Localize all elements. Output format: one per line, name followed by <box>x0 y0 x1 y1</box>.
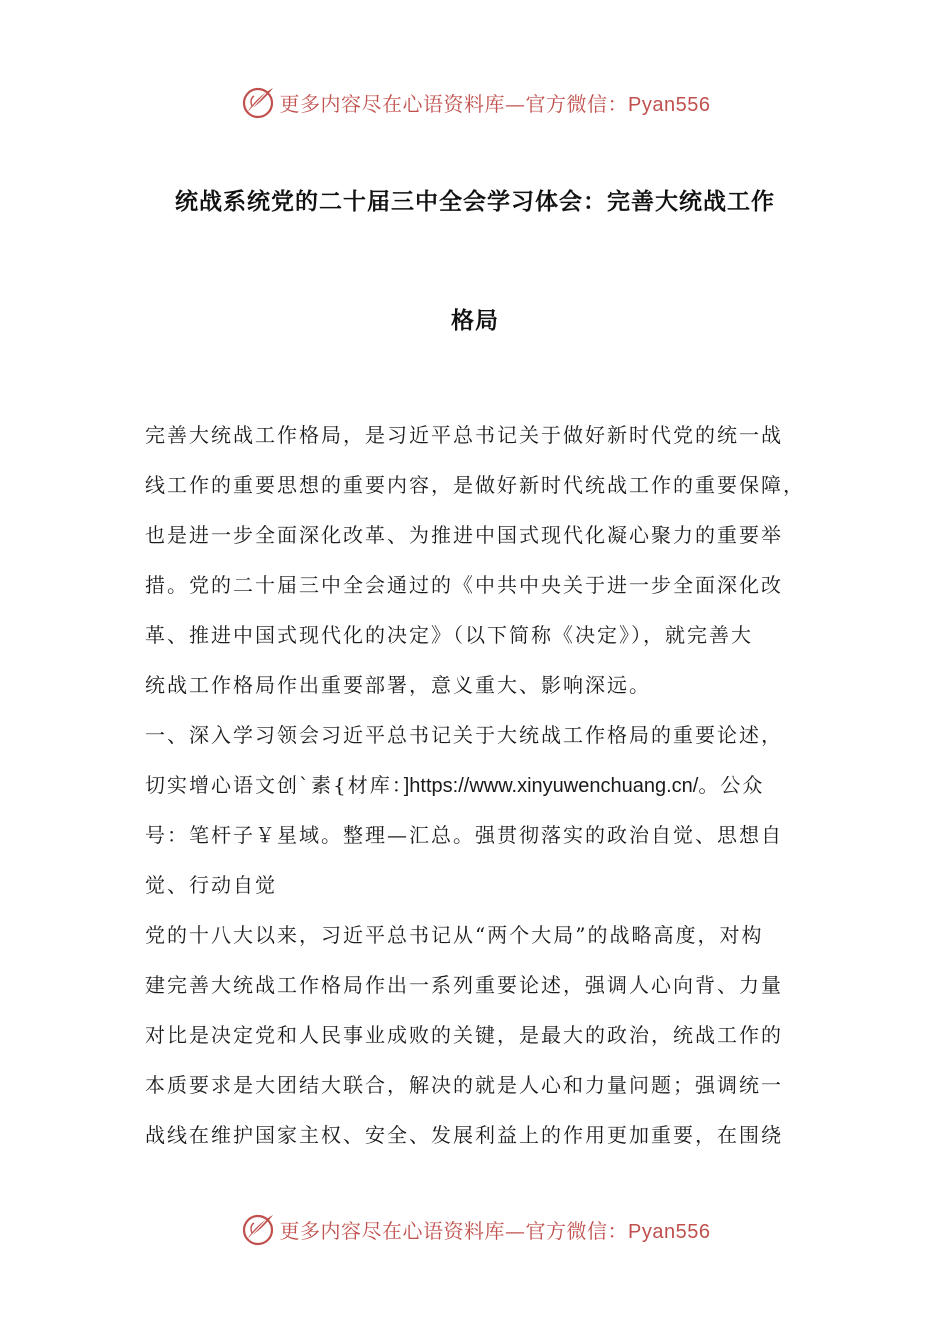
body-line: 战线在维护国家主权、安全、发展利益上的作用更加重要，在围绕 <box>145 1123 783 1147</box>
body-line: 统战工作格局作出重要部署，意义重大、影响深远。 <box>145 673 651 697</box>
body-line: 本质要求是大团结大联合，解决的就是人心和力量问题；强调统一 <box>145 1073 783 1097</box>
document-body <box>145 410 810 1160</box>
url-suffix: 。公众 <box>698 773 765 797</box>
document-title-line-1: 统战系统党的二十届三中全会学习体会：完善大统战工作 <box>175 189 775 215</box>
banner-wechat-id: Pyan556 <box>628 93 711 116</box>
body-line: 革、推进中国式现代化的决定》（以下简称《决定》），就完善大 <box>145 623 753 647</box>
banner-text <box>280 88 711 117</box>
body-line: 也是进一步全面深化改革、为推进中国式现代化凝心聚力的重要举 <box>145 523 783 547</box>
banner-label: 更多内容尽在心语资料库—官方微信： <box>279 91 629 116</box>
body-line-with-url <box>145 760 810 810</box>
footer-banner <box>0 1209 950 1249</box>
body-line: 党的十八大以来，习近平总书记从“两个大局”的战略高度，对构 <box>145 923 764 947</box>
document-title-line-2: 格局 <box>451 308 499 334</box>
header-banner <box>0 82 950 122</box>
feather-pen-logo-icon <box>240 84 276 120</box>
banner-label: 更多内容尽在心语资料库—官方微信： <box>279 1218 629 1243</box>
body-line: 号：笔杆子￥星域。整理—汇总。强贯彻落实的政治自觉、思想自 <box>145 823 783 847</box>
body-line: 措。党的二十届三中全会通过的《中共中央关于进一步全面深化改 <box>145 573 783 597</box>
body-line: 线工作的重要思想的重要内容，是做好新时代统战工作的重要保障， <box>145 473 805 497</box>
body-line: 建完善大统战工作格局作出一系列重要论述，强调人心向背、力量 <box>145 973 783 997</box>
body-line: 完善大统战工作格局，是习近平总书记关于做好新时代党的统一战 <box>145 423 783 447</box>
url-prefix: 切实增心语文创`素{材库： <box>145 773 404 797</box>
website-url: ]https://www.xinyuwenchuang.cn/ <box>403 775 699 797</box>
body-line: 对比是决定党和人民事业成败的关键，是最大的政治，统战工作的 <box>145 1023 783 1047</box>
feather-pen-logo-icon <box>240 1211 276 1247</box>
body-line: 觉、行动自觉 <box>145 873 277 897</box>
banner-wechat-id: Pyan556 <box>628 1220 711 1243</box>
section-heading-line: 一、深入学习领会习近平总书记关于大统战工作格局的重要论述， <box>145 723 783 747</box>
banner-text <box>280 1215 711 1244</box>
